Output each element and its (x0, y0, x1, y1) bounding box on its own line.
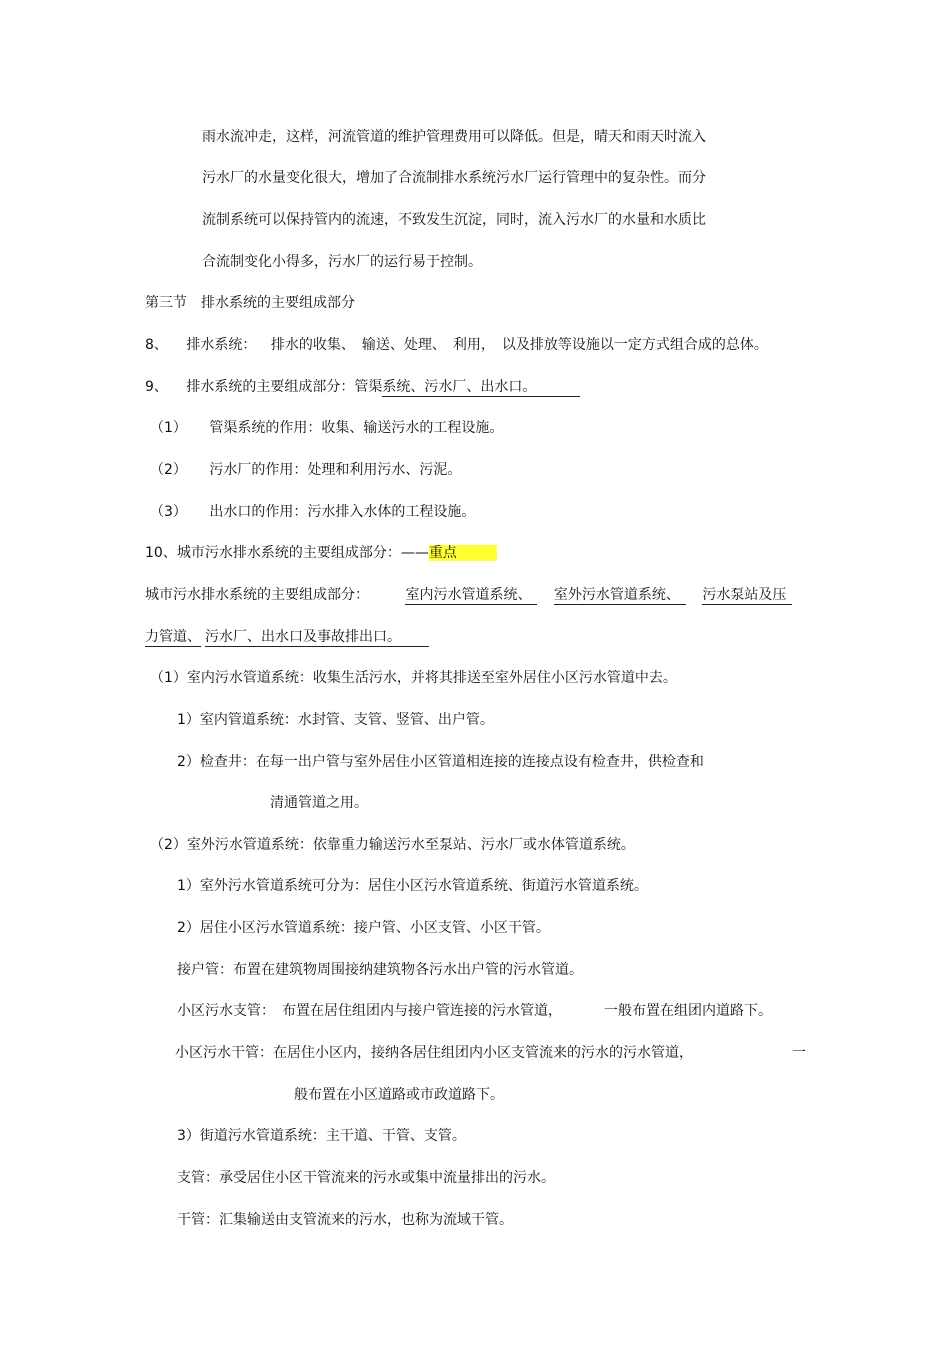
outdoor-main-pipe-wrap: 一 (792, 1045, 806, 1061)
item-8-term: 排水系统： (186, 337, 257, 353)
item-9-sub-1-label: （1） (150, 420, 187, 436)
item-10-lead: 10、城市污水排水系统的主要组成部分：—— (145, 545, 429, 561)
outdoor-branch-pipe (177, 1001, 772, 1021)
item-9-sub-1-text: 管渠系统的作用：收集、输送污水的工程设施。 (209, 420, 504, 436)
outdoor-title: （2）室外污水管道系统：依靠重力输送污水至泵站、污水厂或水体管道系统。 (150, 837, 635, 853)
item-9-lead: 排水系统的主要组成部分：管渠 (186, 379, 383, 395)
component-indoor: 室内污水管道系统、 (405, 587, 537, 605)
outdoor-service-pipe: 接户管：布置在建筑物周围接纳建筑物各污水出户管的污水管道。 (177, 962, 583, 978)
item-9-sub-2-text: 污水厂的作用：处理和利用污水、污泥。 (209, 462, 462, 478)
item-9-outfall: 出水口。 (480, 379, 580, 397)
components-line-1 (145, 585, 792, 605)
section-title: 第三节 排水系统的主要组成部分 (145, 295, 355, 311)
item-9-treatment-plant: 污水厂、 (424, 379, 481, 395)
item-9-pipe-system: 系统、 (382, 379, 425, 395)
outdoor-trunk-def: 干管：汇集输送由支管流来的污水，也称为流域干管。 (177, 1212, 513, 1228)
item-9-sub-3 (150, 502, 475, 522)
item-9 (145, 377, 580, 397)
component-pressure-pipe: 力管道、 (145, 629, 201, 645)
item-9-number: 9、 (145, 379, 168, 395)
indoor-point-2-cont: 清通管道之用。 (270, 795, 368, 811)
item-8-text: 排水的收集、 输送、处理、 利用， 以及排放等设施以一定方式组合成的总体。 (270, 337, 768, 353)
key-point-highlight: 重点 (429, 545, 497, 561)
item-9-sub-2 (150, 460, 461, 480)
outdoor-point-1: 1）室外污水管道系统可分为：居住小区污水管道系统、街道污水管道系统。 (177, 878, 648, 894)
components-line-2 (145, 627, 429, 647)
item-9-sub-2-label: （2） (150, 462, 187, 478)
intro-line-3: 流制系统可以保持管内的流速，不致发生沉淀，同时，流入污水厂的水量和水质比 (202, 212, 706, 228)
component-treatment-plant: 污水厂、 (205, 629, 261, 645)
component-outfall: 出水口及事故排出口。 (261, 629, 429, 647)
intro-line-2: 污水厂的水量变化很大，增加了合流制排水系统污水厂运行管理中的复杂性。而分 (202, 170, 706, 186)
item-9-sub-3-text: 出水口的作用：污水排入水体的工程设施。 (209, 504, 476, 520)
intro-line-4: 合流制变化小得多，污水厂的运行易于控制。 (202, 254, 482, 270)
components-lead: 城市污水排水系统的主要组成部分： (145, 587, 369, 603)
item-8-number: 8、 (145, 337, 168, 353)
intro-line-1: 雨水流冲走，这样，河流管道的维护管理费用可以降低。但是，晴天和雨天时流入 (202, 129, 706, 145)
item-8 (145, 335, 768, 355)
component-outdoor: 室外污水管道系统、 (554, 587, 686, 605)
component-pump-station: 污水泵站及压 (702, 587, 792, 605)
indoor-point-1: 1）室内管道系统：水封管、支管、竖管、出户管。 (177, 712, 494, 728)
outdoor-main-pipe-cont: 般布置在小区道路或市政道路下。 (294, 1087, 504, 1103)
outdoor-branch-pipe-def: 小区污水支管： 布置在居住组团内与接户管连接的污水管道， (177, 1003, 562, 1019)
outdoor-point-3: 3）街道污水管道系统：主干道、干管、支管。 (177, 1128, 466, 1144)
indoor-point-2: 2）检查井：在每一出户管与室外居住小区管道相连接的连接点设有检查井，供检查和 (177, 754, 704, 770)
outdoor-branch-def: 支管：承受居住小区干管流来的污水或集中流量排出的污水。 (177, 1170, 555, 1186)
outdoor-branch-pipe-location: 一般布置在组团内道路下。 (604, 1003, 772, 1019)
outdoor-main-pipe: 小区污水干管：在居住小区内，接纳各居住组团内小区支管流来的污水的污水管道， (175, 1045, 693, 1061)
item-9-sub-1 (150, 418, 503, 438)
outdoor-point-2: 2）居住小区污水管道系统：接户管、小区支管、小区干管。 (177, 920, 550, 936)
item-10 (145, 543, 497, 563)
item-9-sub-3-label: （3） (150, 504, 187, 520)
indoor-title: （1）室内污水管道系统：收集生活污水，并将其排送至室外居住小区污水管道中去。 (150, 670, 677, 686)
